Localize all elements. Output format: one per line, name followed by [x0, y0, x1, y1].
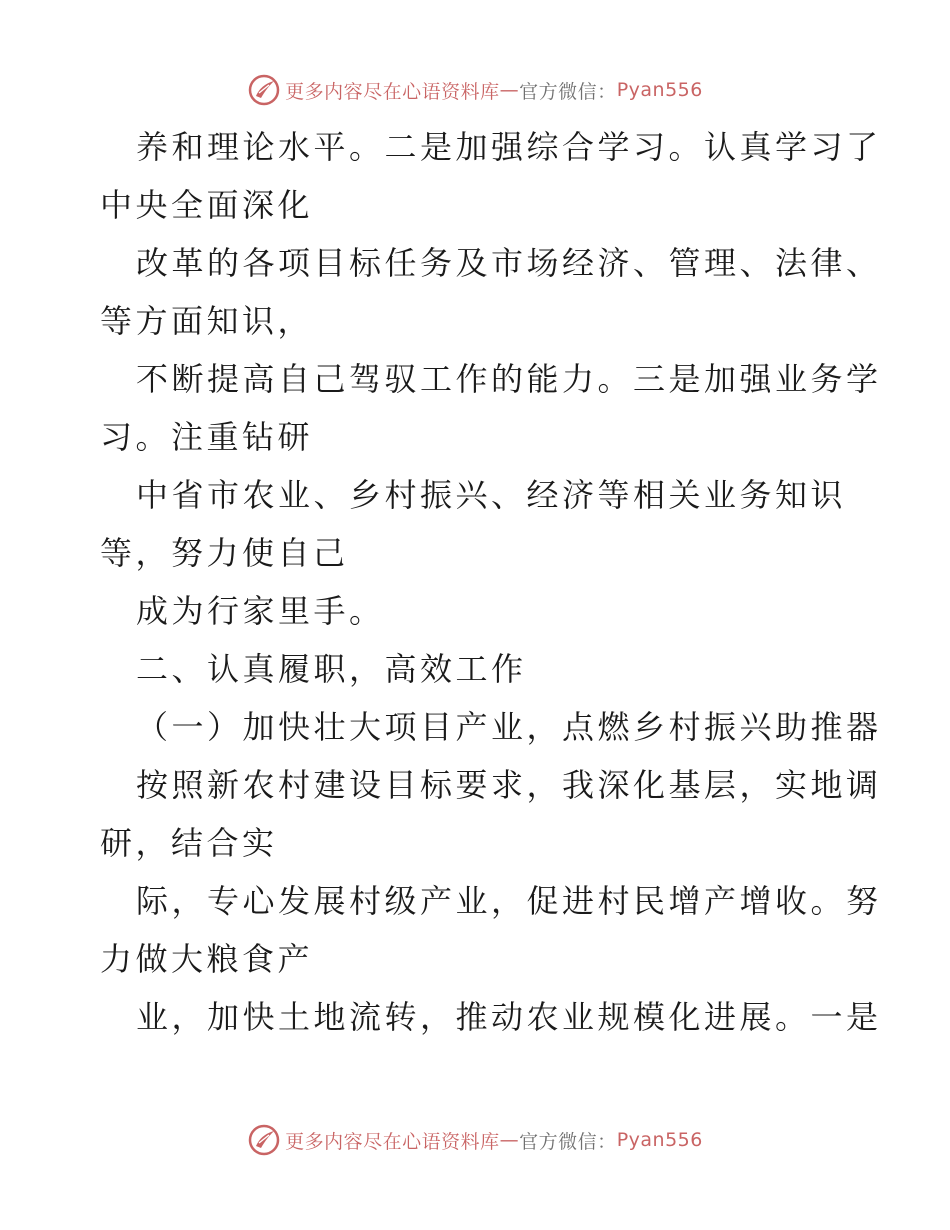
text-line: 等，努力使自己 [100, 534, 349, 572]
text-line: 业，加快土地流转，推动农业规模化进展。一是 [136, 998, 882, 1036]
logo-icon [247, 1123, 281, 1157]
text-line: 等方面知识， [100, 302, 314, 340]
subsection-heading: （一）加快壮大项目产业，点燃乡村振兴助推器 [136, 708, 882, 746]
text-line: 力做大粮食产 [100, 940, 314, 978]
text-line: 研，结合实 [100, 824, 278, 862]
watermark-main-text: 更多内容尽在心语资料库 [285, 1130, 500, 1153]
watermark-account: Pyan556 [616, 1129, 703, 1151]
text-line: 习。注重钻研 [100, 418, 314, 456]
text-line: 改革的各项目标任务及市场经济、管理、法律、 [136, 244, 882, 282]
watermark-sub-text: 官方微信： [519, 1130, 617, 1153]
text-line: 际，专心发展村级产业，促进村民增产增收。努 [136, 882, 882, 920]
text-line: 不断提高自己驾驭工作的能力。三是加强业务学 [136, 360, 882, 398]
header-watermark [0, 70, 950, 110]
watermark-dash: — [499, 1129, 520, 1151]
footer-watermark [0, 1120, 950, 1160]
text-line: 成为行家里手。 [136, 592, 385, 630]
text-line: 养和理论水平。二是加强综合学习。认真学习了 [136, 128, 882, 166]
watermark-dash: — [499, 79, 520, 101]
watermark-account: Pyan556 [616, 79, 703, 101]
text-line: 中省市农业、乡村振兴、经济等相关业务知识 [136, 476, 847, 514]
watermark-main-text: 更多内容尽在心语资料库 [285, 80, 500, 103]
text-line: 中央全面深化 [100, 186, 314, 224]
text-line: 按照新农村建设目标要求，我深化基层，实地调 [136, 766, 882, 804]
watermark-sub-text: 官方微信： [519, 80, 617, 103]
section-heading: 二、认真履职，高效工作 [136, 650, 527, 688]
logo-icon [247, 73, 281, 107]
document-body [100, 118, 882, 1046]
